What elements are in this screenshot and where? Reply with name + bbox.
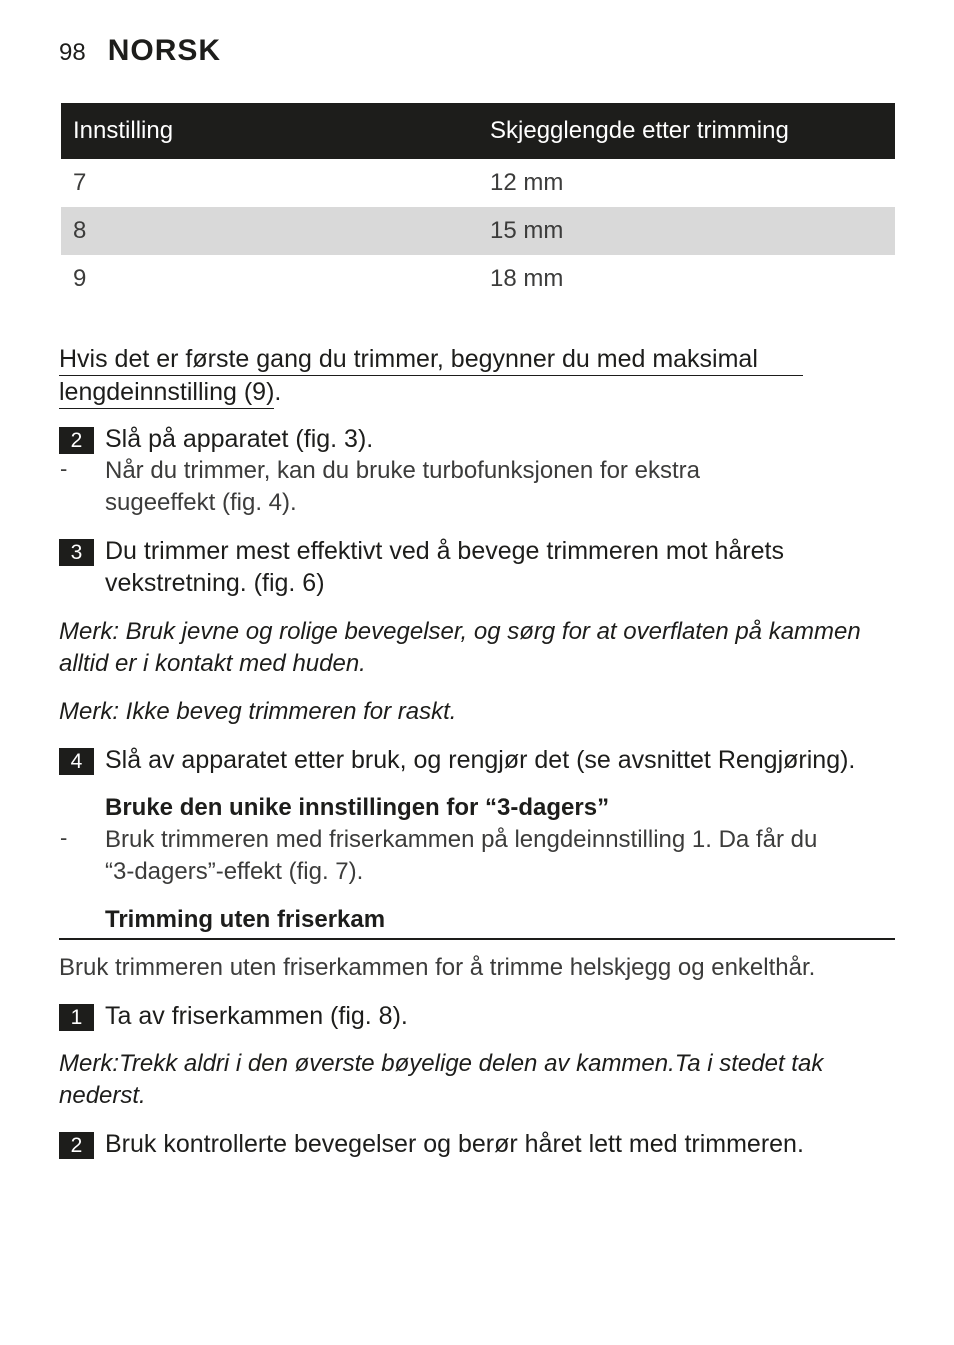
settings-table xyxy=(61,103,895,303)
bullet-line: Bruk trimmeren med friserkammen på lengdeinnstilling 1. Da får du xyxy=(105,826,818,853)
page-header xyxy=(59,34,221,74)
table-row xyxy=(61,255,895,303)
step-line: Du trimmer mest effektivt ved å bevege trimmeren mot hårets xyxy=(105,537,784,565)
note-line: alltid er i kontakt med huden. xyxy=(59,650,366,677)
table-cell-length: 15 mm xyxy=(490,217,564,244)
step-text: Bruk kontrollerte bevegelser og berør håret lett med trimmeren. xyxy=(105,1130,804,1158)
table-row xyxy=(61,207,895,255)
table-header-length: Skjegglengde etter trimming xyxy=(490,117,789,144)
table-cell-setting: 8 xyxy=(73,217,87,244)
table-cell-length: 12 mm xyxy=(490,169,564,196)
step-number-badge: 2 xyxy=(59,1132,94,1159)
note-text: Merk: Ikke beveg trimmeren for raskt. xyxy=(59,698,457,725)
instruction-period: . xyxy=(274,378,282,406)
instruction-line: lengdeinnstilling (9) xyxy=(59,377,274,409)
bullet-line: sugeeffekt (fig. 4). xyxy=(105,489,297,516)
section-divider xyxy=(59,938,895,940)
table-cell-setting: 9 xyxy=(73,265,87,292)
step-text: Slå av apparatet etter bruk, og rengjør det (se avsnittet Rengjøring). xyxy=(105,746,856,774)
step-number-badge: 4 xyxy=(59,748,94,775)
step-number-badge: 2 xyxy=(59,427,94,454)
step-number-badge: 1 xyxy=(59,1004,94,1031)
step-line: vekstretning. (fig. 6) xyxy=(105,569,325,597)
bullet-line: Når du trimmer, kan du bruke turbofunksjonen for ekstra xyxy=(105,457,700,484)
page-number: 98 xyxy=(59,39,86,66)
note-text xyxy=(59,1048,823,1112)
step-text xyxy=(105,535,784,599)
note-line: nederst. xyxy=(59,1082,146,1109)
bullet-text xyxy=(105,455,700,519)
instruction-line: Hvis det er første gang du trimmer, begynner du med maksimal xyxy=(59,344,803,376)
table-header-setting: Innstilling xyxy=(73,117,174,144)
note-line: Merk:Trekk aldri i den øverste bøyelige delen av kammen.Ta i stedet tak xyxy=(59,1050,824,1077)
intro-text: Bruk trimmeren uten friserkammen for å trimme helskjegg og enkelthår. xyxy=(59,954,816,981)
step-text: Slå på apparatet (fig. 3). xyxy=(105,425,374,453)
first-time-instruction xyxy=(59,343,819,409)
subsection-title: Trimming uten friserkam xyxy=(105,906,386,933)
table-row xyxy=(61,159,895,207)
bullet-line: “3-dagers”-effekt (fig. 7). xyxy=(105,858,364,885)
bullet-dash: - xyxy=(60,456,68,481)
section-title: NORSK xyxy=(107,34,222,67)
table-cell-length: 18 mm xyxy=(490,265,564,292)
bullet-dash: - xyxy=(60,825,68,850)
table-header-row xyxy=(61,103,895,159)
step-number-badge: 3 xyxy=(59,539,94,566)
note-line: Merk: Bruk jevne og rolige bevegelser, og sørg for at overflaten på kammen xyxy=(59,618,861,645)
bullet-text xyxy=(105,824,817,888)
step-text: Ta av friserkammen (fig. 8). xyxy=(105,1002,408,1030)
table-cell-setting: 7 xyxy=(73,169,87,196)
note-text xyxy=(59,616,861,680)
subsection-title: Bruke den unike innstillingen for “3-dagers” xyxy=(105,794,610,821)
